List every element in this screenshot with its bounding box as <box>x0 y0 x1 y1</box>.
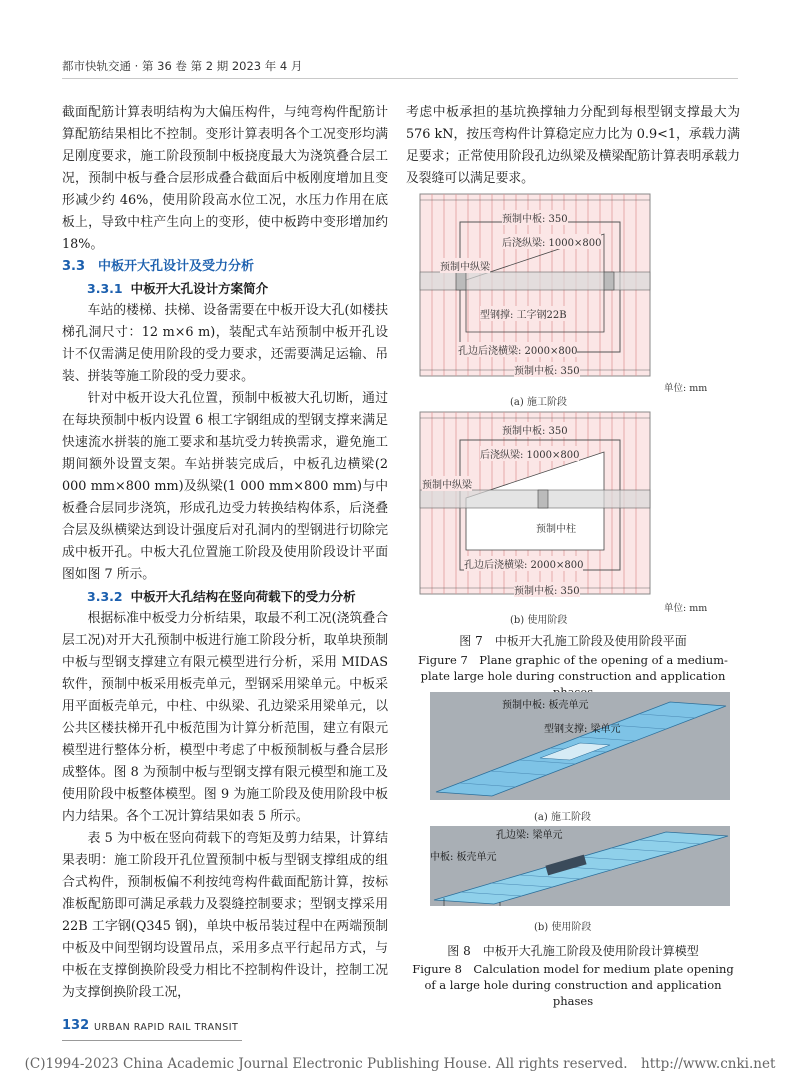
plan-label: 预制中纵梁 <box>440 258 490 273</box>
figure-caption-cn: 图 8 中板开大孔施工阶段及使用阶段计算模型 <box>447 944 699 958</box>
figure-caption-en: Figure 8 Calculation model for medium plate opening of a large hole during construction and application phases <box>412 962 734 1008</box>
subsection-heading <box>62 278 388 300</box>
subsection-title: 中板开大孔结构在竖向荷载下的受力分析 <box>130 589 356 604</box>
figure-caption-en: Figure 7 Plane graphic of the opening of a medium-plate large hole during construction and application <box>418 653 728 683</box>
plan-label: 预制中柱 <box>536 520 576 535</box>
model-label: 型钢支撑: 梁单元 <box>544 724 621 735</box>
figure-7b <box>418 410 652 596</box>
right-column <box>406 102 740 190</box>
unit-label: 单位: mm <box>664 383 708 394</box>
plan-label: 后浇纵梁: 1000×800 <box>480 446 579 461</box>
paragraph: 考虑中板承担的基坑换撑轴力分配到每根型钢支撑最大为 576 kN，按压弯构件计算稳定应力比为 0.9<1，承载力满足要求；正常使用阶段孔边纵梁及横梁配筋计算表明承载力及裂缝可以满足要求。 <box>406 105 740 186</box>
model-label: 中板: 板壳单元 <box>430 852 497 863</box>
plan-label: 孔边后浇横梁: 2000×800 <box>458 342 577 357</box>
figure-8b <box>430 826 730 906</box>
paragraph: 表 5 为中板在竖向荷载下的弯矩及剪力结果，计算结果表明：施工阶段开孔位置预制中板与型钢支撑组成的组合式构件，预制板偏不利按纯弯构件截面配筋计算，按标准板配筋即可满足承载力及裂缝控制要求；型钢支撑采用 22B 工字钢(Q345 钢)，单块中板吊装过程中在两端预制中板及中间型钢均设置吊点，采用多点平行起吊方式，与中板在支撑倒换阶段受力相比不控制构件设计，控制工况为支撑倒换阶段工况， <box>62 831 388 1000</box>
subsection-number: 3.3.2 <box>87 589 123 604</box>
subfigure-caption: (a) 施工阶段 <box>534 812 591 823</box>
plan-label: 预制中板: 350 <box>514 362 580 377</box>
subfigure-caption: (b) 使用阶段 <box>534 922 592 933</box>
plan-label: 型钢撑: 工字钢22B <box>480 306 567 321</box>
plan-label: 孔边后浇横梁: 2000×800 <box>464 556 583 571</box>
subfigure-caption: (a) 施工阶段 <box>510 397 567 408</box>
figure-8a <box>430 692 730 800</box>
fe-model-application <box>430 826 730 906</box>
plan-label: 预制中板: 350 <box>514 582 580 597</box>
plan-label: 预制中纵梁 <box>422 476 472 491</box>
model-label: 预制中板: 板壳单元 <box>502 700 589 711</box>
header-rule <box>62 78 738 79</box>
section-heading: 3.3 中板开大孔设计及受力分析 <box>62 259 255 274</box>
plan-label: 后浇纵梁: 1000×800 <box>502 234 601 249</box>
page-number: 132 <box>62 1018 90 1033</box>
plan-label: 预制中板: 350 <box>502 422 568 437</box>
paragraph: 车站的楼梯、扶梯、设备需要在中板开设大孔(如楼扶梯孔洞尺寸：12 m×6 m)，装配式车站预制中板开孔设计不仅需满足使用阶段的受力要求，还需要满足运输、吊装、拼装等施工阶段的受力要求。 <box>62 303 388 384</box>
running-header: 都市快轨交通 · 第 36 卷 第 2 期 2023 年 4 月 <box>62 59 303 73</box>
subfigure-caption: (b) 使用阶段 <box>510 615 568 626</box>
figure-caption-cn: 图 7 中板开大孔施工阶段及使用阶段平面 <box>459 634 687 648</box>
copyright-line: (C)1994-2023 China Academic Journal Electronic Publishing House. All rights reserved. http://www.cnki.net <box>24 1056 776 1072</box>
journal-name: URBAN RAPID RAIL TRANSIT <box>94 1022 239 1033</box>
subsection-title: 中板开大孔设计方案简介 <box>130 281 269 296</box>
footer-rule <box>62 1040 242 1041</box>
paragraph: 根据标准中板受力分析结果，取最不利工况(浇筑叠合层工况)对开大孔预制中板进行施工阶段分析，取单块预制中板与型钢支撑建立有限元模型进行分析，采用 MIDAS 软件，预制中板采用板壳单元，型钢采用梁单元。中板采用平面板壳单元，中柱、中纵梁、孔边梁采用梁单元，以公共区楼扶梯开孔中板范围为计算分析范围，建立有限元模型进行整体分析，模型中考虑了中板预制板与叠合层形成整体。图 8 为预制中板与型钢支撑有限元模型和施工及使用阶段中板整体模型。图 9 为施工阶段及使用阶段中板内力结果。各个工况计算结果如表 5 所示。 <box>62 611 388 824</box>
subsection-heading <box>62 586 388 608</box>
left-column <box>62 102 388 1004</box>
unit-label: 单位: mm <box>664 603 708 614</box>
figure-7a <box>418 192 652 378</box>
paragraph: 针对中板开设大孔位置，预制中板被大孔切断，通过在每块预制中板内设置 6 根工字钢组成的型钢支撑来满足快速流水拼装的施工要求和基坑受力转换需求，避免施工期间额外设置支架。车站拼装完成后，中板孔边横梁(2 000 mm×800 mm)及纵梁(1 000 mm×800 mm)与中板叠合层同步浇筑，形成孔边受力转换结构体系，后浇叠合层及纵横梁达到设计强度后对孔洞内的型钢进行切除完成中板开孔。中板大孔位置施工阶段及使用阶段设计平面图如图 7 所示。 <box>62 391 388 582</box>
subsection-number: 3.3.1 <box>87 281 123 296</box>
model-label: 孔边梁: 梁单元 <box>496 830 563 841</box>
plan-label: 预制中板: 350 <box>502 210 568 225</box>
paragraph: 截面配筋计算表明结构为大偏压构件，与纯弯构件配筋计算配筋结果相比不控制。变形计算表明各个工况变形均满足刚度要求，施工阶段预制中板挠度最大为浇筑叠合层工况，预制中板与叠合层形成叠合截面后中板刚度增加且变形减少约 46%，使用阶段高水位工况，水压力作用在底板上，导致中柱产生向上的变形，使中板跨中变形增加约 18%。 <box>62 105 388 252</box>
